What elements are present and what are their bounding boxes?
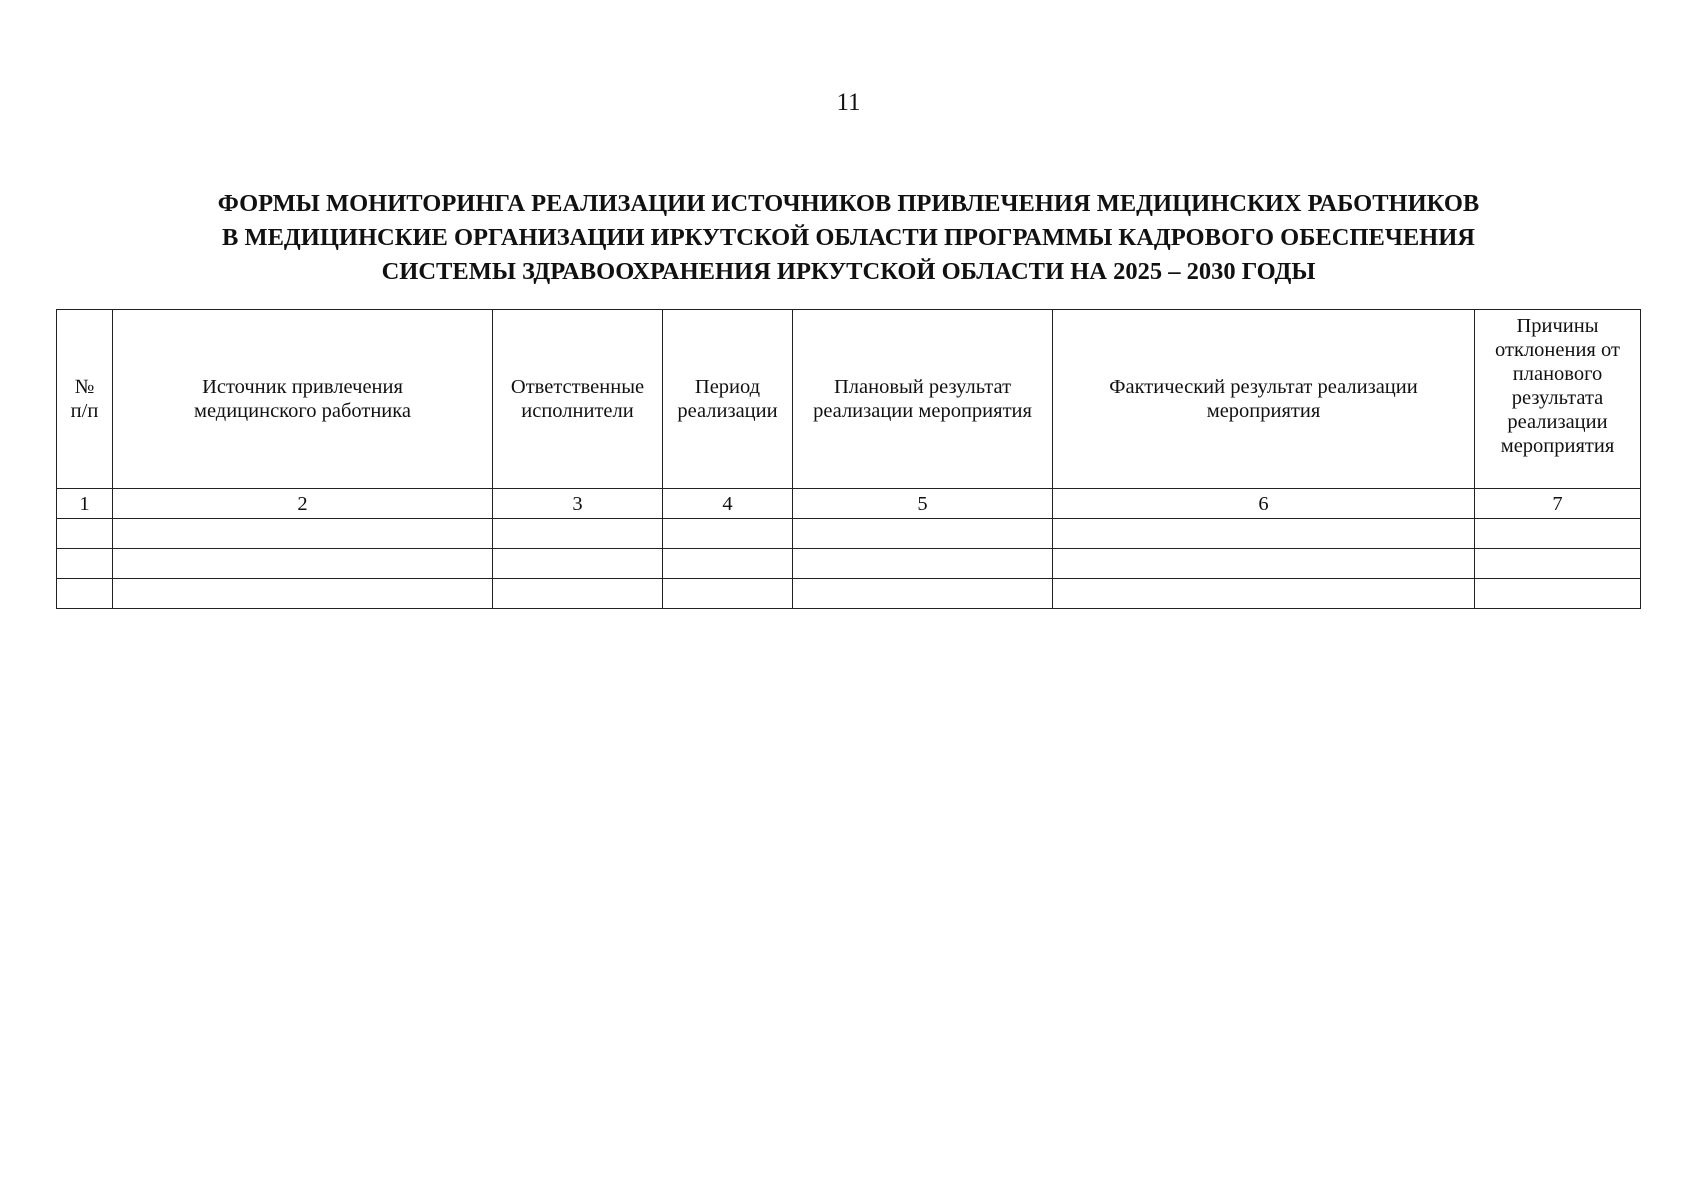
header-period: Период реализации (663, 310, 793, 489)
header-actual-result: Фактический результат реализации мероприятия (1053, 310, 1475, 489)
column-number: 4 (663, 489, 793, 519)
table-cell (793, 549, 1053, 579)
table-cell (493, 519, 663, 549)
table-cell (663, 519, 793, 549)
table-cell (1475, 549, 1641, 579)
table-cell (1475, 519, 1641, 549)
table-cell (493, 549, 663, 579)
table-cell (793, 519, 1053, 549)
table-header-row (57, 310, 1641, 489)
header-source: Источник привлечения медицинского работника (113, 310, 493, 489)
column-number: 3 (493, 489, 663, 519)
column-number: 2 (113, 489, 493, 519)
table-row (57, 579, 1641, 609)
table-cell (663, 549, 793, 579)
column-numbers-row (57, 489, 1641, 519)
page-number: 11 (836, 89, 861, 116)
table-cell (1475, 579, 1641, 609)
title-line-1: ФОРМЫ МОНИТОРИНГА РЕАЛИЗАЦИИ ИСТОЧНИКОВ ПРИВЛЕЧЕНИЯ МЕДИЦИНСКИХ РАБОТНИКОВ (217, 190, 1480, 217)
table-cell (113, 579, 493, 609)
header-row-number: № п/п (57, 310, 113, 489)
table-row (57, 519, 1641, 549)
column-number: 6 (1053, 489, 1475, 519)
table-cell (113, 519, 493, 549)
table-row (57, 549, 1641, 579)
column-number: 5 (793, 489, 1053, 519)
monitoring-form-table (56, 309, 1641, 609)
table-cell (793, 579, 1053, 609)
column-number: 7 (1475, 489, 1641, 519)
header-planned-result: Плановый результат реализации мероприятия (793, 310, 1053, 489)
header-responsible: Ответственные исполнители (493, 310, 663, 489)
table-cell (1053, 549, 1475, 579)
title-line-3: СИСТЕМЫ ЗДРАВООХРАНЕНИЯ ИРКУТСКОЙ ОБЛАСТИ НА 2025 – 2030 ГОДЫ (381, 258, 1316, 285)
table-cell (113, 549, 493, 579)
document-title (60, 187, 1637, 289)
table-cell (493, 579, 663, 609)
table-cell (57, 549, 113, 579)
header-deviation-reasons: Причины отклонения от планового результата реализации мероприятия (1475, 310, 1641, 489)
column-number: 1 (57, 489, 113, 519)
table-cell (57, 579, 113, 609)
table-cell (663, 579, 793, 609)
table-cell (1053, 519, 1475, 549)
title-line-2: В МЕДИЦИНСКИЕ ОРГАНИЗАЦИИ ИРКУТСКОЙ ОБЛАСТИ ПРОГРАММЫ КАДРОВОГО ОБЕСПЕЧЕНИЯ (221, 224, 1475, 251)
table-cell (1053, 579, 1475, 609)
table-cell (57, 519, 113, 549)
